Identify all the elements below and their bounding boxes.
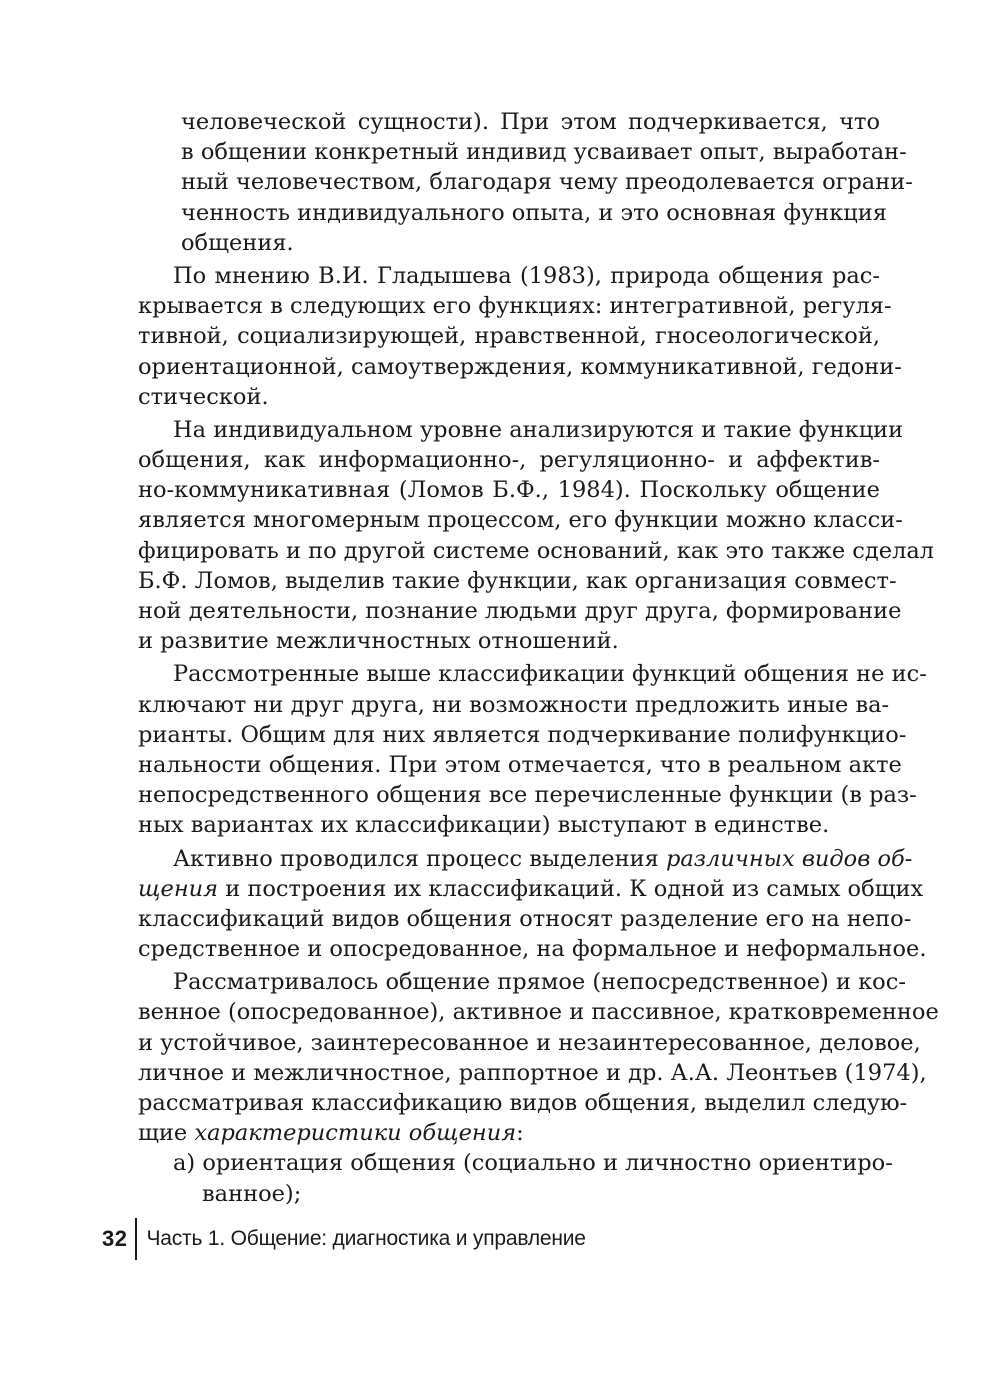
text-line: и устойчивое, заинтересованное и незаинтересованное, деловое, [138,1029,921,1056]
text-line: непосредственного общения все перечисленные функции (в раз- [138,782,917,809]
text-line: человеческой сущности). При этом подчеркивается, что [181,109,880,135]
paragraph-kinds [138,844,927,965]
text-line: Б.Ф. Ломов, выделив такие функции, как организация совмест- [138,567,897,594]
text-line: является многомерным процессом, его функции можно класси- [138,507,903,534]
text-line: ченность индивидуального опыта, и это основная функция [181,199,887,226]
text-line: ванное); [202,1180,302,1207]
running-title: Часть 1. Общение: диагностика и управление [146,1227,586,1250]
list-item-a [138,1148,893,1208]
text-run: Активно проводился процесс выделения [173,845,666,872]
text-line: и развитие межличностных отношений. [138,628,619,655]
text-line: ориентационной, самоутверждения, коммуникативной, гедони- [138,353,902,380]
text-run: : [516,1120,524,1147]
text-line: По мнению В.И. Гладышева (1983), природа общения рас- [173,262,880,289]
text-line: Рассмотренные выше классификации функций общения не ис- [173,661,927,688]
text-line: личное и межличностное, раппортное и др. А.А. Леонтьев (1974), [138,1059,927,1086]
italic-term: различных видов об- [665,845,913,872]
text-line: тивной, социализирующей, нравственной, гносеологической, [138,323,880,350]
text-line: стической. [138,383,269,410]
paragraph-lomov [138,415,935,657]
paragraph-classifications [138,659,927,840]
page-number: 32 [102,1226,128,1251]
paragraph-gladyshev [138,261,902,412]
text-line: классификаций видов общения относят разделение его на непо- [138,905,912,932]
text-line: в общении конкретный индивид усваивает опыт, выработан- [181,139,907,166]
text-line: Рассматривалось общение прямое (непосредственное) и кос- [173,969,906,996]
paragraph-quote-end [138,107,913,258]
body-text [138,107,939,1209]
text-line: ный человечеством, благодаря чему преодолевается ограни- [181,169,913,196]
text-line [138,1118,880,1148]
text-line: фицировать и по другой системе оснований, как это также сделал [138,537,935,564]
text-line [138,844,913,874]
paragraph-leontiev [138,967,939,1148]
text-line: но-коммуникативная (Ломов Б.Ф., 1984). Поскольку общение [138,477,880,504]
text-line: нальности общения. При этом отмечается, что в реальном акте [138,751,902,778]
text-line: а) ориентация общения (социально и личностно ориентиро- [173,1150,893,1177]
page-footer [102,1218,586,1260]
text-line: венное (опосредованное), активное и пассивное, кратковременное [138,999,939,1026]
footer-divider [135,1218,137,1260]
text-run: щие [138,1120,195,1147]
text-run: и построения их классификаций. К одной из самых общих [218,875,924,902]
text-line: общения, как информационно-, регуляционно- и аффектив- [138,447,880,474]
text-line: рианты. Общим для них является подчеркивание полифункцио- [138,721,907,748]
text-line [138,874,924,904]
text-line: ных вариантах их классификации) выступают в единстве. [138,812,830,839]
text-line: общения. [181,229,294,256]
italic-term: характеристики общения [194,1120,517,1147]
text-line: ключают ни друг друга, ни возможности предложить иные ва- [138,691,890,718]
text-line: рассматривая классификацию видов общения, выделил следую- [138,1090,908,1116]
text-line: средственное и опосредованное, на формальное и неформальное. [138,936,927,963]
text-line: ной деятельности, познание людьми друг друга, формирование [138,598,902,624]
text-line: крывается в следующих его функциях: интегративной, регуля- [138,293,892,320]
italic-term: щения [138,875,219,902]
text-line: На индивидуальном уровне анализируются и такие функции [173,416,904,443]
